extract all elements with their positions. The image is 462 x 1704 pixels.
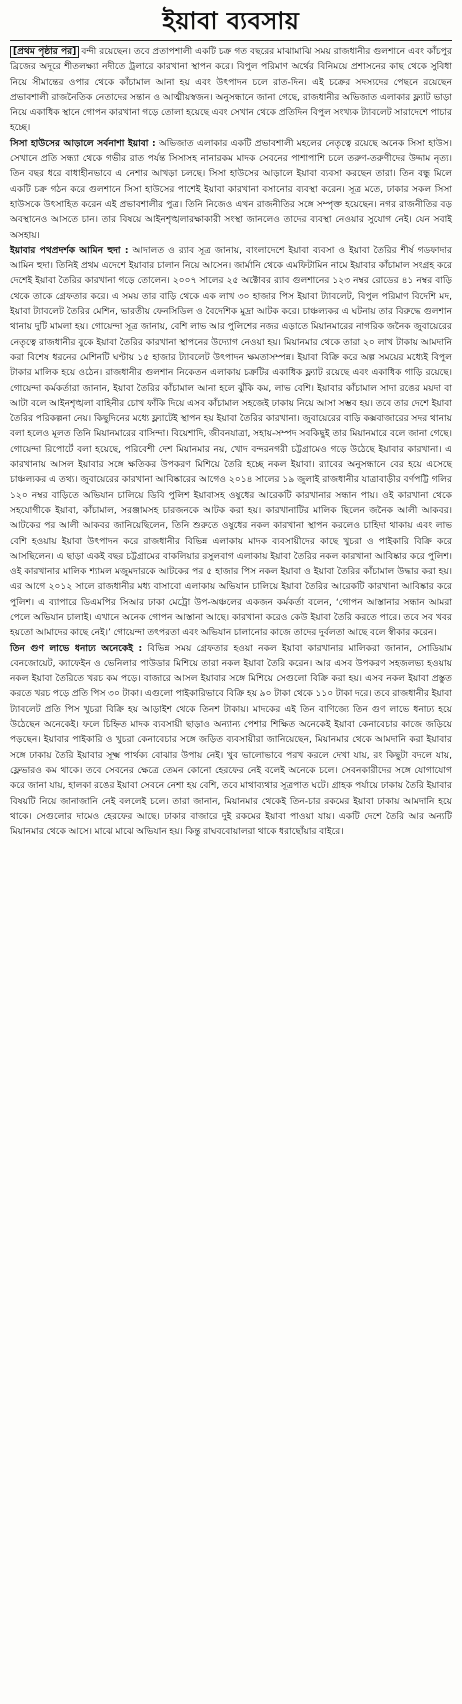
paragraph-text: বন্দী রয়েছেন। তবে প্রতাপশালী একটি চক্র গত বছরের মাঝামাঝি সময় রাজধানীর গুলশানে এবং কাঁচপুর ব্রিজের অদূরে শীতলক্ষ্যা নদীতে ট্রলারে কারখানা স্থাপন করে। বিপুল পরিমাণ অর্থের বিনিময়ে প্রশাসনের কাছ থেকে সুবিধা নিয়ে সীমান্তের ওপার থেকে কাঁচামাল আনা হয় এবং উৎপাদন চলে রাত-দিন। এই চক্রের সদস্যদের পেছনে রয়েছেন প্রভাবশালী রাজনৈতিক নেতাদের সন্তান ও আত্মীয়স্বজন। অনুসন্ধানে জানা গেছে, রাজধানীর অভিজাত এলাকার ফ্ল্যাট ভাড়া নিয়ে একাধিক স্থানে গোপন কারখানা গড়ে তোলা হয়েছে এবং সেখান থেকে প্রতিদিন বিপুল সংখ্যক ট্যাবলেট সারাদেশে পাচার হচ্ছে। <box>10 47 452 134</box>
continuation-label: [প্রথম পৃষ্ঠার পর] <box>10 46 79 58</box>
paragraph-intro <box>10 45 452 137</box>
paragraph-triple-profit <box>10 642 452 841</box>
article-body <box>10 45 452 840</box>
paragraph-text: বিভিন্ন সময় গ্রেফতার হওয়া নকল ইয়াবা কারখানার মালিকরা জানান, সোডিয়াম বেনজোয়েট, ক্যাফেইন ও ভেনিলার পাউডার মিশিয়ে তারা নকল ইয়াবা তৈরি করেন। আর এসব উপকরণ সহজলভ্য হওয়ায় নকল ইয়াবা তৈরিতে খরচ কম পড়ে। বাজারে আসল ইয়াবার সঙ্গে মিশিয়ে সেগুলো বিক্রি করা হয়। এসব নকল ইয়াবা প্রস্তুত করতে খরচ পড়ে প্রতি পিস ৩০ টাকা। এগুলো পাইকারিভাবে বিক্রি হয় ৯০ টাকা থেকে ১১০ টাকা দরে। তবে রাজধানীর ইয়াবা ট্যাবলেট প্রতি পিস খুচরা বিক্রি হয় আড়াইশ থেকে তিনশ টাকায়। মাদকের এই তিন বাণিজ্যে তিন গুণ লাভে ধনাঢ্য হয়ে উঠেছেন অনেকেই। ফলে চিহ্নিত মাদক ব্যবসায়ী ছাড়াও অন্যান্য পেশার শিক্ষিত অনেকেই ইয়াবা কেনাবেচার কাজে জড়িয়ে পড়ছেন। ইয়াবার পাইকারি ও খুচরা কেনাবেচার সঙ্গে জড়িত ব্যবসায়ীরা জানিয়েছেন, মিয়ানমার থেকে আমদানি করা ইয়াবার সঙ্গে ঢাকায় তৈরি ইয়াবার সূক্ষ্ম পার্থক্য বোঝার উপায় নেই। খুব ভালোভাবে পরখ করলে দেখা যায়, রং কিছুটা বদলে যায়, ফ্লেভারও কম থাকে। তবে সেবনের ক্ষেত্রে তেমন কোনো হেরফের নেই বলেই অনেকে চলে। সেবনকারীদের সঙ্গে যোগাযোগ করে জানা যায়, হালকা রঙের ইয়াবা সেবনে নেশা হয় বেশি, তবে মাথাব্যথার সূত্রপাত ঘটে। গ্রাহক পর্যায়ে ঢাকায় তৈরি ইয়াবার বিষয়টি নিয়ে জানাজানি নেই বললেই চলে। তারা জানান, মিয়ানমার থেকেই তিন-চার রকমের ইয়াবা ঢাকায় আমদানি হয়ে থাকে। সেগুলোর দামেও হেরফের আছে। ঢাকার বাজারে দুই রকমের ইয়াবা পাওয়া যায়। একটি দেশে তৈরি আর অন্যটি মিয়ানমার থেকে আসে। মাঝে মাঝে অভিযান হয়। কিন্তু রাঘববোয়ালরা থাকে ধরাছোঁয়ার বাইরে। <box>10 643 453 838</box>
headline-rule <box>10 40 452 41</box>
paragraph-amin-huda <box>10 244 452 642</box>
paragraph-text: আদালত ও র‌্যাব সূত্র জানায়, বাংলাদেশে ইয়াবা ব্যবসা ও ইয়াবা তৈরির শীর্ষ গডফাদার আমিন হুদা। তিনিই প্রথম এদেশে ইয়াবার চালান নিয়ে আসেন। জার্মানি থেকে এমফিটামিন নামে ইয়াবার কাঁচামাল সংগ্রহ করে দেশেই ইয়াবা তৈরির কারখানা গড়ে তোলেন। ২০০৭ সালের ২৫ অক্টোবর র‌্যাব গুলশানের ১২৩ নম্বর রোডের ৪১ নম্বর বাড়ি থেকে তাকে গ্রেফতার করে। এ সময় তার বাড়ি থেকে এক লাখ ৩০ হাজার পিস ইয়াবা ট্যাবলেট, বিপুল পরিমাণ বিদেশি মদ, ইয়াবা ট্যাবলেট তৈরির মেশিন, ভারতীয় ফেনসিডিল ও বৈদেশিক মুদ্রা আটক করে। চাঞ্চল্যকর এ ঘটনায় তার বিরুদ্ধে গুলশান থানায় দুটি মামলা হয়। গোয়েন্দা সূত্র জানায়, বেশি লাভ আর পুলিশের নজর এড়াতে মিয়ানমারের নাগরিক জনৈক জুবায়েরের নেতৃত্বে রাজধানীর বুকে ইয়াবা তৈরির কারখানা স্থাপনের উদ্যোগ নেওয়া হয়। মিয়ানমার থেকে তারা ২০ লাখ টাকায় আমদানি করা বিশেষ ধরনের মেশিনটি ঘণ্টায় ১৫ হাজার ট্যাবলেট উৎপাদন ক্ষমতাসম্পন্ন। ইয়াবা বিক্রি করে অল্প সময়ের মধ্যেই বিপুল টাকার মালিক হয়ে ওঠেন। রাজধানীর গুলশান নিকেতন এলাকায় চক্রটির একাধিক ফ্ল্যাট রয়েছে এবং একাধিক গাড়ি রয়েছে। গোয়েন্দা কর্মকর্তারা জানান, ইয়াবা তৈরির কাঁচামাল আনা হলে ঝুঁকি কম, লাভ বেশি। ইয়াবার কাঁচামাল সাদা রঙের ময়দা বা আটা বলে আইনশৃঙ্খলা বাহিনীর চোখ ফাঁকি দিয়ে এসব কাঁচামাল সহজেই ঢাকায় নিয়ে আসা সম্ভব হয়। তবে তার দেশে ইয়াবা তৈরির পরিকল্পনা নেয়। কিছুদিনের মধ্যে ফ্ল্যাটেই স্থাপন হয় ইয়াবা তৈরির কারখানা। জুবায়েরের বাড়ি কক্সবাজারের সদর থানায় বলা হলেও মূলত তিনি মিয়ানমারের বাসিন্দা। বিয়েশাদি, জীবনযাত্রা, সহায়-সম্পদ সবকিছুই তার মিয়ানমারে বলে জানা গেছে। গোয়েন্দা রিপোর্টে বলা হয়েছে, পরিবেশী দেশ মিয়ানমার নয়, খোদ বন্দরনগরী চট্টগ্রামেও গড়ে উঠেছে ইয়াবার কারখানা। এ কারখানায় আসল ইয়াবার সঙ্গে ক্ষতিকর উপকরণ মিশিয়ে তৈরি হচ্ছে নকল ইয়াবা। র‌্যাবের অনুসন্ধানে বের হয়ে এসেছে চাঞ্চল্যকর এ তথ্য। জুবায়েরের কারখানা আবিষ্কারের আগেও ২০১৪ সালের ১৯ জুলাই রাজধানীর যাত্রাবাড়ীর বর্ণপট্টি গলির ১২০ নম্বর বাড়িতে অভিযান চালিয়ে ডিবি পুলিশ ইয়াবাসহ ওষুধের আরেকটি কারখানার সন্ধান পায়। ওই কারখানা থেকে সহযোগীকে ইয়াবা, কাঁচামাল, সরঞ্জামসহ চারজনকে আটক করা হয়। কারখানাটির মালিক ছিলেন জনৈক আলী আকবর। আটকের পর আলী আকবর জানিয়েছিলেন, তিনি শুরুতে ওষুধের নকল কারখানা স্থাপন করলেও চাহিদা থাকায় এবং লাভ বেশি হওয়ায় ইয়াবা উৎপাদন করে রাজধানীর বিভিন্ন এলাকায় মাদক ব্যবসায়ীদের কাছে খুচরা ও পাইকারি বিক্রি করে আসছিলেন। এ ছাড়া একই বছর চট্টগ্রামের বাকলিয়ার রসুলবাগ এলাকায় ইয়াবা তৈরির নকল কারখানা আবিষ্কার করে পুলিশ। ওই কারখানার মালিক শ্যামল মজুমদারকে আটকের পর ৫ হাজার পিস নকল ইয়াবা ও ইয়াবা তৈরির কাঁচামাল উদ্ধার করা হয়। এর আগে ২০১২ সালে রাজধানীর মধ্য বাসাবো এলাকায় অভিযান চালিয়ে ইয়াবা তৈরির আরেকটি কারখানা আবিষ্কার করে পুলিশ। এ ব্যাপারে ডিএমপির সিআর ঢাকা মেট্রো উপ-অঞ্চলের একজন কর্মকর্তা বলেন, ‘গোপন আস্তানার সন্ধান আমরা পেলে অভিযান চালাই। এখানে অনেক গোপন আস্তানা আছে। কারখানা করেও কেউ ইয়াবা তৈরি করতে পারে। তবে সব খবর হয়তো আমাদের কাছে নেই।’ গোয়েন্দা তৎপরতা এবং অভিযান চালানোর কাজে তাদের দুর্বলতা আছে বলে স্বীকার করেন। <box>10 245 452 639</box>
paragraph-sisa-house <box>10 137 452 244</box>
subheading: ইয়াবার পথপ্রদর্শক আমিন হুদা : <box>10 245 129 256</box>
subheading: সিসা হাউসের আড়ালে সর্বনাশা ইয়াবা : <box>10 138 156 149</box>
subheading: তিন গুণ লাভে ধনাঢ্য অনেকেই : <box>10 643 143 654</box>
paragraph-text: অভিজাত এলাকার একটি প্রভাবশালী মহলের নেতৃত্বে রয়েছে অনেক সিসা হাউস। সেখানে প্রতি সন্ধ্যা থেকে গভীর রাত পর্যন্ত সিসাসহ নানারকম মাদক সেবনের পাশাপাশি চলে তরুণ-তরুণীদের উদ্দাম নৃত্য। তিন বছর ধরে বাধাহীনভাবে এ নেশার আখড়া চলছে। সিসা হাউসের আড়ালে ইয়াবা ব্যবসা করছেন তারা। তিন বন্ধু মিলে একটি চক্র গঠন করে গুলশানে সিসা হাউসের পাশেই ইয়াবা কারখানা বসানোর ব্যবস্থা করেন। সূত্র মতে, ঢাকার সকল সিসা হাউসকে উৎসাহিত করেন এই প্রভাবশালীর পুত্র। তিনি নিজেও এখন রাজনীতির সঙ্গে সম্পৃক্ত হয়েছেন। নগর রাজনীতির বড় অবস্থানেও আসতে চান। তার বিষয়ে আইনশৃঙ্খলারক্ষাকারী সংস্থা জানলেও তাদের ব্যবস্থা নেওয়ার সুযোগ নেই। যেন সবাই অসহায়। <box>10 138 452 241</box>
headline: ইয়াবা ব্যবসায় <box>162 6 300 35</box>
